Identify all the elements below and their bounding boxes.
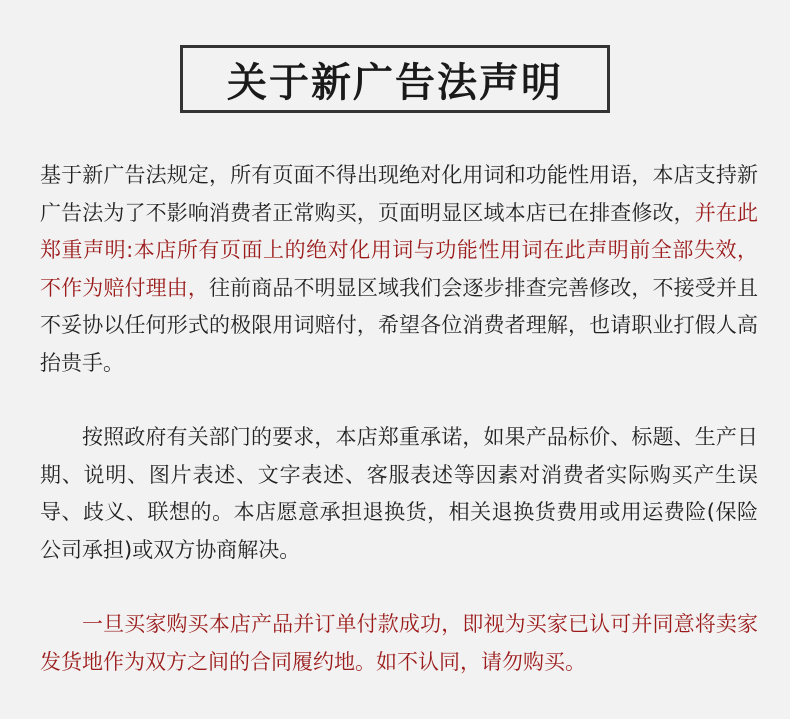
disclaimer-text-part3: 往前商品不明显区域我们会逐步排查完善修改，不接受并且不妥协以任何形式的极限用词赔付，希望各位消费者理解，也请职业打假人高抬贵手。 (40, 275, 759, 375)
disclaimer-text-part1: 基于新广告法规定，所有页面不得出现绝对化用词和功能性用语，本店支持新广告法为了不影响消费者正常购买，页面明显区域本店已在排查修改， (40, 163, 758, 225)
page-title: 关于新广告法声明 (227, 59, 563, 106)
paragraph-commitment: 按照政府有关部门的要求，本店郑重承诺，如果产品标价、标题、生产日期、说明、图片表述、文字表述、客服表述等因素对消费者实际购买产生误导、歧义、联想的。本店愿意承担退换货，相关退换货费用或用运费险(保险公司承担)或双方协商解决。 (40, 425, 758, 562)
paragraph-disclaimer (40, 157, 758, 382)
disclaimer-highlight: 并在此郑重声明:本店所有页面上的绝对化用词与功能性用词在此声明前全部失效，不作为赔付理由， (40, 200, 759, 300)
paragraph-purchase-terms: 一旦买家购买本店产品并订单付款成功，即视为买家已认可并同意将卖家发货地作为双方之间的合同履约地。如不认同，请勿购买。 (40, 612, 758, 674)
statement-body (40, 157, 758, 681)
title-box (180, 45, 610, 113)
